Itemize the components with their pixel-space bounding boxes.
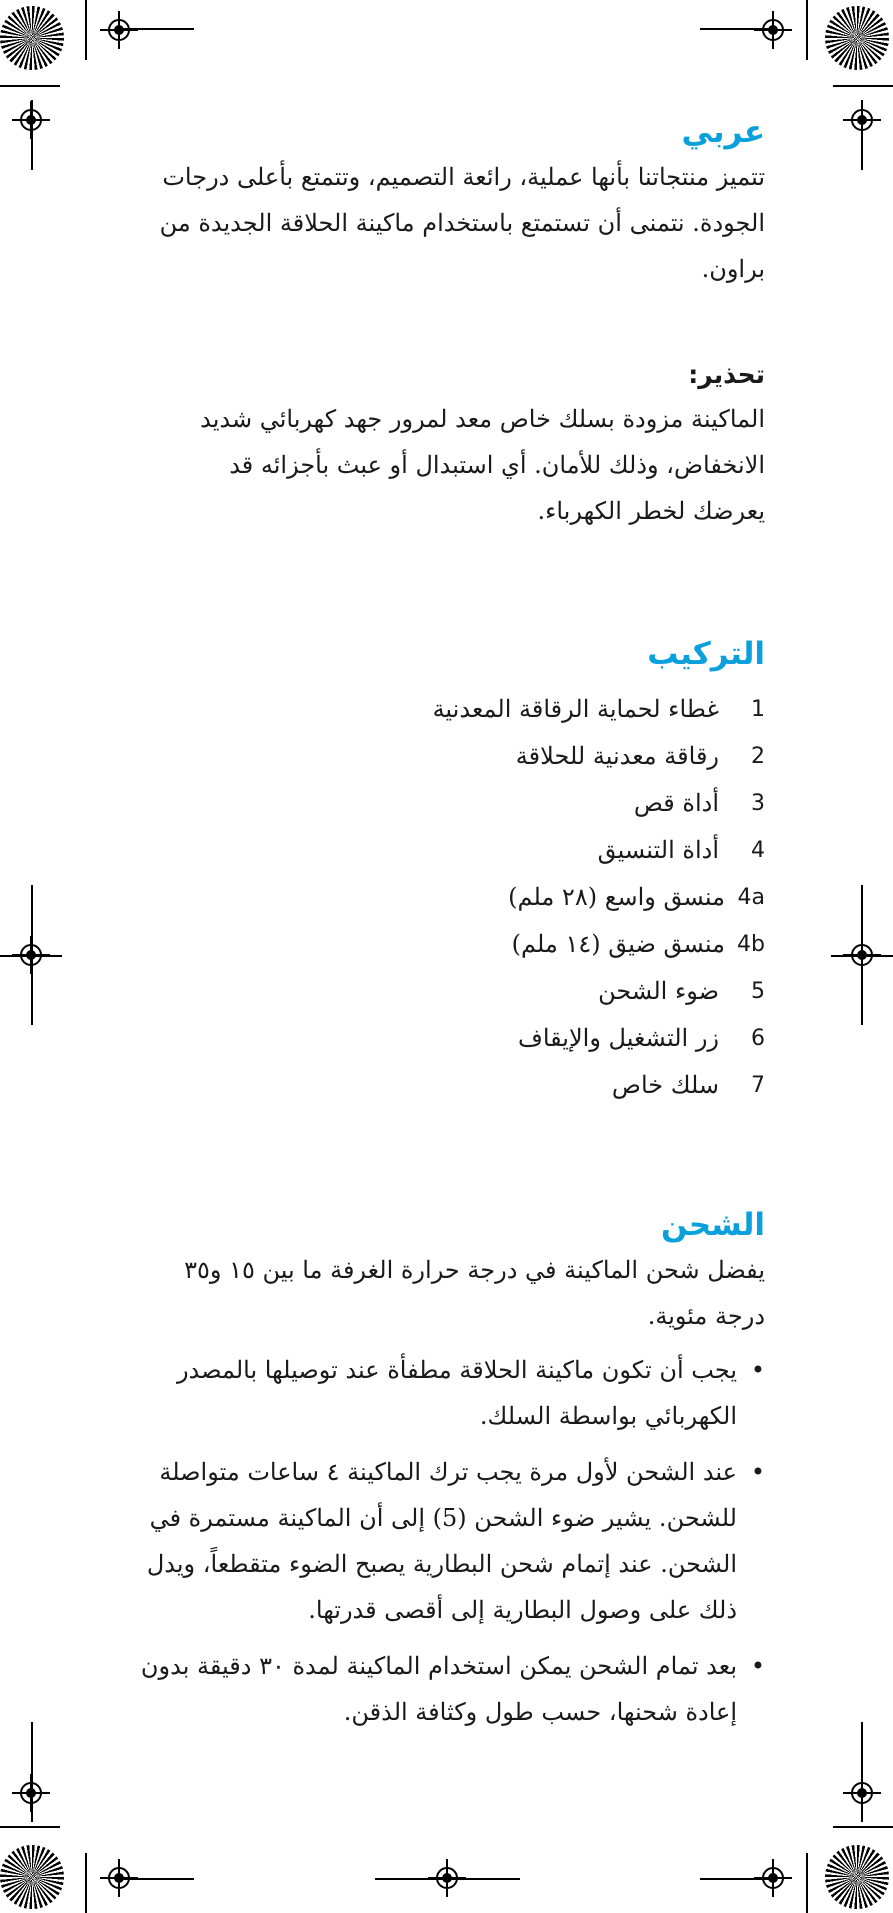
list-item: [130, 921, 765, 968]
part-label: سلك خاص: [611, 1071, 719, 1099]
bullet-text: بعد تمام الشحن يمكن استخدام الماكينة لمدة ٣٠ دقيقة بدون إعادة شحنها، حسب طول وكثافة الذقن.: [140, 1652, 737, 1726]
starburst-top-left-icon: [0, 6, 64, 70]
crop-line: [861, 100, 863, 170]
bullet-text: عند الشحن لأول مرة يجب ترك الماكينة ٤ ساعات متواصلة للشحن. يشير ضوء الشحن (5) إلى أن الماكينة مستمرة في الشحن. عند إتمام شحن البطارية يصبح الضوء متقطعاً، ويدل ذلك على وصول البطارية إلى أقصى قدرتها.: [146, 1458, 737, 1624]
list-item: [130, 1062, 765, 1109]
part-label: أداة التنسيق: [597, 836, 719, 864]
part-number: 3: [751, 791, 765, 816]
part-label: زر التشغيل والإيقاف: [517, 1024, 719, 1052]
list-item: [130, 733, 765, 780]
crop-line: [700, 1878, 773, 1880]
part-number: 7: [751, 1073, 765, 1098]
registration-target-icon: [108, 19, 130, 41]
list-item: [130, 1347, 765, 1439]
intro-paragraph: تتميز منتجاتنا بأنها عملية، رائعة التصميم، وتتمتع بأعلى درجات الجودة. نتمنى أن تستمتع باستخدام ماكينة الحلاقة الجديدة من براون.: [159, 163, 765, 283]
crop-line: [833, 85, 893, 87]
list-item: [130, 968, 765, 1015]
list-item: [130, 827, 765, 874]
crop-line: [85, 1853, 87, 1913]
part-number: 4: [751, 838, 765, 863]
crop-line: [861, 1722, 863, 1822]
charging-title: الشحن: [660, 1207, 765, 1243]
part-label: رقاقة معدنية للحلاقة: [515, 742, 719, 770]
list-item: [130, 1643, 765, 1735]
bullet-icon: •: [750, 1356, 765, 1384]
crop-line: [833, 1826, 893, 1828]
warning-section: [130, 354, 765, 534]
manual-page-content: [130, 110, 765, 1745]
bullet-text: يجب أن تكون ماكينة الحلاقة مطفأة عند توصيلها بالمصدر الكهربائي بواسطة السلك.: [176, 1356, 737, 1430]
part-number: 1: [751, 697, 765, 722]
list-item: [130, 1449, 765, 1633]
starburst-bottom-left-icon: [0, 1845, 64, 1909]
warning-paragraph: الماكينة مزودة بسلك خاص معد لمرور جهد كهربائي شديد الانخفاض، وذلك للأمان. أي استبدال أو عبث بأجزائه قد يعرضك لخطر الكهرباء.: [200, 405, 765, 525]
crop-line: [806, 1853, 808, 1913]
crop-line: [806, 0, 808, 60]
part-number: 2: [751, 744, 765, 769]
part-label: منسق ضيق (١٤ ملم): [511, 930, 725, 958]
assembly-title: التركيب: [647, 636, 765, 672]
part-label: أداة قص: [633, 789, 719, 817]
starburst-top-right-icon: [825, 6, 889, 70]
part-label: غطاء لحماية الرقاقة المعدنية: [432, 695, 719, 723]
crop-line: [0, 955, 62, 957]
charging-intro: يفضل شحن الماكينة في درجة حرارة الغرفة ما بين ١٥ و٣٥ درجة مئوية.: [184, 1256, 765, 1330]
list-item: [130, 874, 765, 921]
list-item: [130, 686, 765, 733]
crop-line: [31, 1722, 33, 1822]
starburst-bottom-right-icon: [825, 1845, 889, 1909]
registration-target-icon: [762, 19, 784, 41]
crop-line: [831, 955, 893, 957]
crop-line: [119, 1878, 194, 1880]
part-number: 6: [751, 1026, 765, 1051]
assembly-section: [130, 632, 765, 1109]
charging-bullets: [130, 1347, 765, 1735]
bullet-icon: •: [750, 1458, 765, 1486]
part-number: 4a: [737, 885, 765, 910]
list-item: [130, 1015, 765, 1062]
part-label: منسق واسع (٢٨ ملم): [508, 883, 725, 911]
crop-line: [0, 85, 60, 87]
crop-line: [119, 28, 194, 30]
charging-section: [130, 1203, 765, 1735]
bullet-icon: •: [750, 1652, 765, 1680]
part-number: 5: [751, 979, 765, 1004]
crop-line: [85, 0, 87, 60]
part-number: 4b: [737, 932, 765, 957]
crop-line: [31, 100, 33, 170]
parts-list: [130, 686, 765, 1109]
warning-title: تحذير:: [688, 360, 765, 389]
part-label: ضوء الشحن: [598, 977, 719, 1005]
crop-line: [700, 28, 773, 30]
crop-line: [0, 1826, 60, 1828]
intro-title: عربي: [681, 114, 765, 150]
crop-line: [375, 1878, 520, 1880]
list-item: [130, 780, 765, 827]
intro-section: [130, 110, 765, 292]
